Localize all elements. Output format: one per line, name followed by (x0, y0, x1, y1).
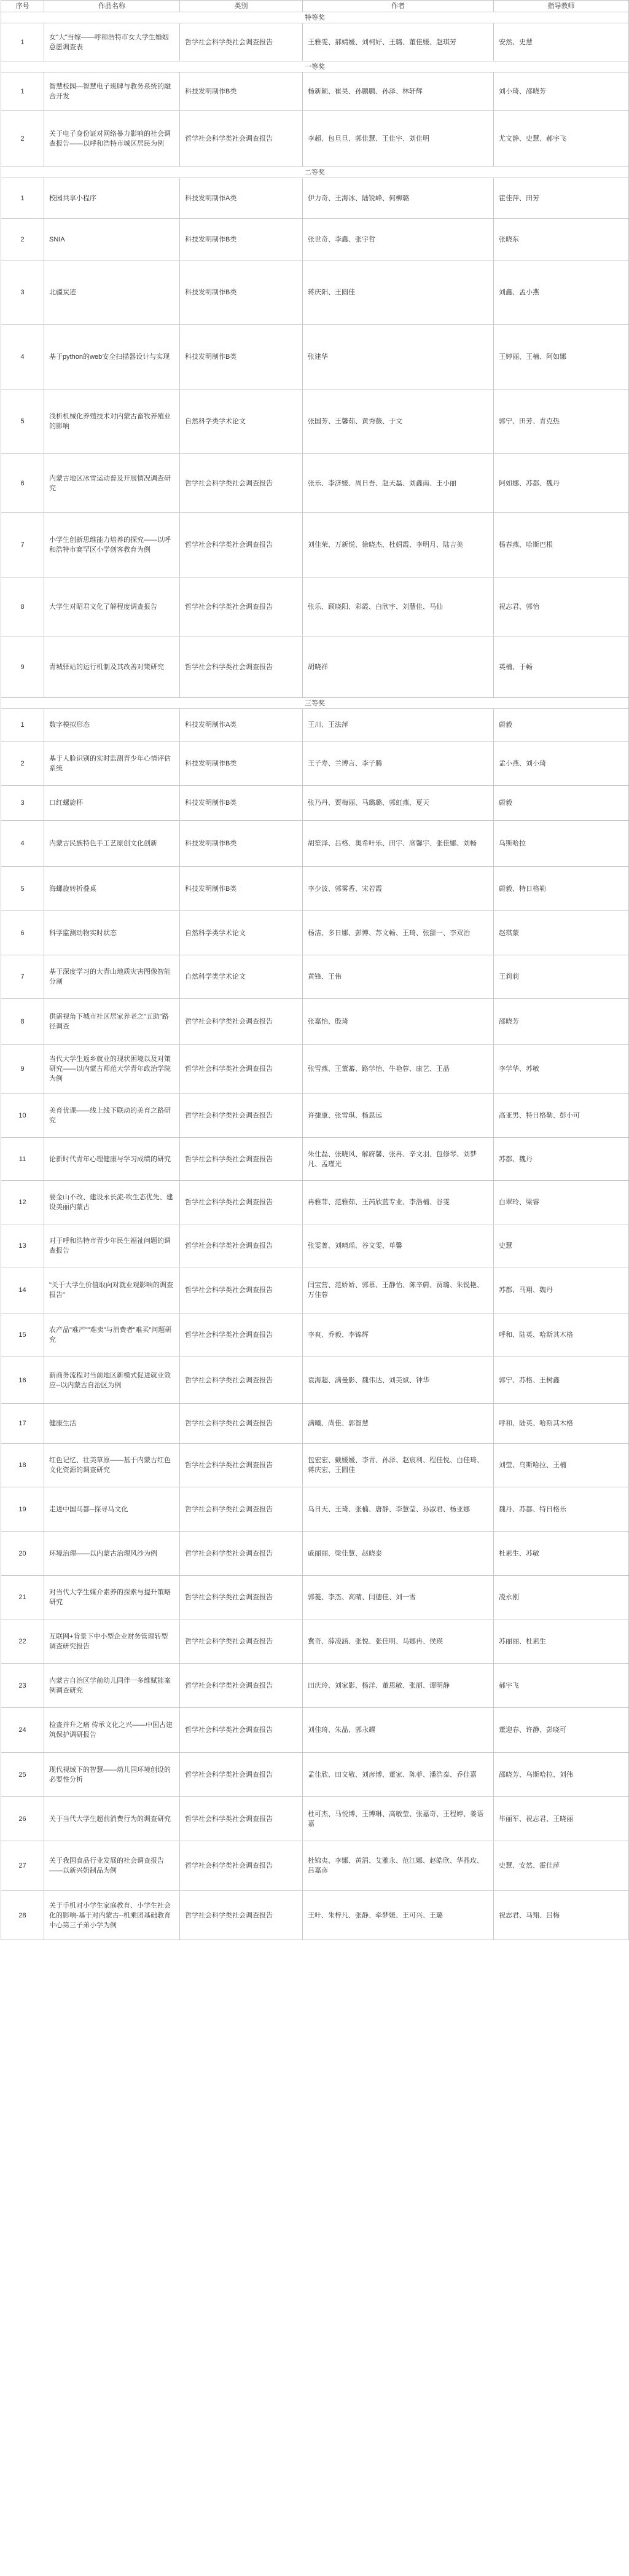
award-group-row (1, 12, 629, 23)
cell-no: 25 (1, 1753, 44, 1797)
cell-no: 1 (1, 23, 44, 61)
table-row (1, 1224, 629, 1267)
cell-no: 16 (1, 1357, 44, 1404)
cell-teachers: 郭宁、田芳、青克热 (494, 390, 629, 454)
cell-no: 21 (1, 1576, 44, 1619)
cell-no: 2 (1, 742, 44, 786)
cell-category: 哲学社会科学类社会调查报告 (180, 1708, 303, 1753)
cell-no: 23 (1, 1664, 44, 1708)
cell-teachers: 蔚毅 (494, 786, 629, 821)
cell-teachers: 王婷丽、王楠、阿如娜 (494, 325, 629, 390)
table-row (1, 1094, 629, 1138)
cell-authors: 杨洁、多日娜、彭博、苏文畅、王琦、张甜一、李双治 (303, 911, 494, 955)
table-row (1, 1444, 629, 1487)
cell-no: 22 (1, 1619, 44, 1664)
cell-teachers: 祝志君、马翔、吕梅 (494, 1891, 629, 1940)
cell-no: 20 (1, 1532, 44, 1576)
cell-authors: 张建华 (303, 325, 494, 390)
cell-category: 哲学社会科学类社会调查报告 (180, 1045, 303, 1094)
cell-teachers: 蔚毅、特日格勒 (494, 867, 629, 911)
award-group-title: 特等奖 (1, 12, 629, 23)
cell-teachers: 魏丹、苏都、特日格乐 (494, 1487, 629, 1532)
cell-title: 北疆炭迹 (44, 260, 180, 325)
cell-authors: 张雯菁、刘晴瑶、谷文雯、单馨 (303, 1224, 494, 1267)
cell-teachers: 苏丽丽、杜素生 (494, 1619, 629, 1664)
table-row (1, 72, 629, 111)
cell-category: 哲学社会科学类社会调查报告 (180, 1487, 303, 1532)
cell-category: 哲学社会科学类社会调查报告 (180, 999, 303, 1045)
cell-title: 基于人脸识别的实时监测青少年心情评估系统 (44, 742, 180, 786)
cell-category: 哲学社会科学类社会调查报告 (180, 1753, 303, 1797)
cell-teachers: 霍佳萍、田芳 (494, 178, 629, 219)
cell-authors: 王叶、朱梓凡、张静、牵梦媛、王可兴、王璐 (303, 1891, 494, 1940)
table-row (1, 454, 629, 513)
table-row (1, 1753, 629, 1797)
cell-authors: 伊力奇、王海冰、陆锐峰、何柳璐 (303, 178, 494, 219)
cell-authors: 闫宝营、范娇娇、郭慕、王静怡、陈辛蔚、贾璐、朱锐艳、万佳蓉 (303, 1267, 494, 1313)
cell-no: 10 (1, 1094, 44, 1138)
cell-title: 走进中国马都--探寻马文化 (44, 1487, 180, 1532)
cell-authors: 孟佳欣、田文敬、刘彦博、董家、陈菲、潘浩泰、乔佳嘉 (303, 1753, 494, 1797)
cell-authors: 满曦、尚佳、郭智慧 (303, 1404, 494, 1444)
cell-category: 哲学社会科学类社会调查报告 (180, 513, 303, 577)
cell-title: 当代大学生返乡就业的现状困境以及对策研究——以内蒙古师范大学青年政治学院为例 (44, 1045, 180, 1094)
cell-no: 5 (1, 867, 44, 911)
cell-category: 哲学社会科学类社会调查报告 (180, 1313, 303, 1357)
cell-category: 自然科学类学术论文 (180, 955, 303, 999)
cell-no: 13 (1, 1224, 44, 1267)
cell-authors: 杨新颖、崔昊、孙鹏鹏、孙泽、林轩辉 (303, 72, 494, 111)
award-group-title: 三等奖 (1, 698, 629, 709)
cell-teachers: 呼和、陆英、哈斯其木格 (494, 1313, 629, 1357)
cell-no: 8 (1, 999, 44, 1045)
cell-authors: 胡笙泽、吕格、奥希叶乐、田宇、席馨宇、张佳娜、刘畅 (303, 821, 494, 867)
cell-no: 9 (1, 1045, 44, 1094)
cell-teachers: 史慧 (494, 1224, 629, 1267)
awards-table (1, 0, 629, 1940)
cell-title: 内蒙古地区冰雪运动普及开展情况调查研究 (44, 454, 180, 513)
cell-no: 19 (1, 1487, 44, 1532)
cell-no: 4 (1, 325, 44, 390)
header-teachers: 指导教师 (494, 1, 629, 12)
cell-category: 科技发明制作B类 (180, 260, 303, 325)
table-row (1, 742, 629, 786)
award-group-row (1, 61, 629, 72)
header-row (1, 1, 629, 12)
table-row (1, 709, 629, 742)
header-title: 作品名称 (44, 1, 180, 12)
award-group-title: 二等奖 (1, 167, 629, 178)
table-row (1, 821, 629, 867)
cell-authors: 杜锦夷、李娜、黄涓、艾雅永、范江娜、赵皓欣、华晶玫、吕嘉彦 (303, 1841, 494, 1891)
cell-teachers: 苏都、马翔、魏丹 (494, 1267, 629, 1313)
cell-no: 9 (1, 636, 44, 698)
cell-authors: 张乐、顾晓阳、彩霞、白欣宇、刘慧佳、马仙 (303, 577, 494, 636)
cell-title: 检查并升之痛 传承文化之兴——中国古建筑保护调研报告 (44, 1708, 180, 1753)
cell-no: 5 (1, 390, 44, 454)
cell-category: 哲学社会科学类社会调查报告 (180, 1224, 303, 1267)
cell-category: 哲学社会科学类社会调查报告 (180, 1576, 303, 1619)
cell-title: 女"大"当嫁——呼和浩特市女大学生婚姻意愿调查表 (44, 23, 180, 61)
cell-teachers: 孟小燕、刘小琦 (494, 742, 629, 786)
cell-teachers: 阿如娜、苏都、魏丹 (494, 454, 629, 513)
cell-category: 哲学社会科学类社会调查报告 (180, 1891, 303, 1940)
table-row (1, 955, 629, 999)
cell-category: 科技发明制作B类 (180, 219, 303, 260)
cell-title: 海螺旋转折叠桌 (44, 867, 180, 911)
cell-teachers: 李学华、苏敏 (494, 1045, 629, 1094)
cell-authors: 王子寿、兰博言、李子腾 (303, 742, 494, 786)
cell-no: 28 (1, 1891, 44, 1940)
table-row (1, 911, 629, 955)
cell-teachers: 毕丽军、祝志君、王晓丽 (494, 1797, 629, 1841)
cell-no: 8 (1, 577, 44, 636)
table-row (1, 1532, 629, 1576)
cell-no: 3 (1, 260, 44, 325)
award-group-row (1, 167, 629, 178)
cell-no: 1 (1, 178, 44, 219)
table-row (1, 1313, 629, 1357)
cell-title: 关于我国食品行业发展的社会调查报告——以新兴奶制品为例 (44, 1841, 180, 1891)
cell-title: 对于呼和浩特市青少年民生福祉问题的调查报告 (44, 1224, 180, 1267)
cell-no: 7 (1, 513, 44, 577)
cell-teachers: 白翠玲、梁睿 (494, 1181, 629, 1224)
cell-authors: 王雅雯、郝婧媛、刘柯好、王璐、董佳媛、赵琪芳 (303, 23, 494, 61)
table-row (1, 178, 629, 219)
table-row (1, 111, 629, 167)
cell-teachers: 高亚男、特日格勒、彭小可 (494, 1094, 629, 1138)
award-group-title: 一等奖 (1, 61, 629, 72)
cell-teachers: 郭宁、苏格、王树鑫 (494, 1357, 629, 1404)
cell-no: 12 (1, 1181, 44, 1224)
cell-authors: 张嘉怡、殷琦 (303, 999, 494, 1045)
cell-no: 2 (1, 219, 44, 260)
cell-title: 现代视域下的智慧——幼儿园环境创设的必要性分析 (44, 1753, 180, 1797)
cell-authors: 郭菱、李杰、高晴、闫德佳、刘一雪 (303, 1576, 494, 1619)
cell-category: 哲学社会科学类社会调查报告 (180, 1404, 303, 1444)
cell-authors: 乌日天、王琦、张楠、唐静、李慧莹、孙淑君、杨亚娜 (303, 1487, 494, 1532)
cell-category: 哲学社会科学类社会调查报告 (180, 1138, 303, 1181)
cell-category: 科技发明制作B类 (180, 325, 303, 390)
table-row (1, 999, 629, 1045)
cell-teachers: 祝志君、郭怡 (494, 577, 629, 636)
awards-table-body (1, 1, 629, 1940)
cell-category: 科技发明制作B类 (180, 867, 303, 911)
table-row (1, 1619, 629, 1664)
cell-no: 2 (1, 111, 44, 167)
cell-category: 哲学社会科学类社会调查报告 (180, 1797, 303, 1841)
table-row (1, 1045, 629, 1094)
cell-category: 哲学社会科学类社会调查报告 (180, 1619, 303, 1664)
cell-no: 11 (1, 1138, 44, 1181)
cell-title: SNIA (44, 219, 180, 260)
cell-authors: 李少波、郭雾香、宋若霞 (303, 867, 494, 911)
cell-no: 7 (1, 955, 44, 999)
cell-teachers: 刘小琦、邵晓芳 (494, 72, 629, 111)
cell-authors: 朱仕磊、张晓风、解府馨、张冉、辛文羽、包修琴、刘梦凡、孟瑾光 (303, 1138, 494, 1181)
cell-teachers: 呼和、陆英、哈斯其木格 (494, 1404, 629, 1444)
cell-category: 哲学社会科学类社会调查报告 (180, 1357, 303, 1404)
cell-authors: 张乃丹、贾梅丽、马璐璐、郭虹燕、夏天 (303, 786, 494, 821)
cell-teachers: 安然、史慧 (494, 23, 629, 61)
cell-title: "关于大学生价值取向对就业观影响的调查报告" (44, 1267, 180, 1313)
cell-no: 15 (1, 1313, 44, 1357)
cell-title: 青城驿站的运行机制及其改善对策研究 (44, 636, 180, 698)
cell-category: 哲学社会科学类社会调查报告 (180, 636, 303, 698)
cell-authors: 黄锋、王伟 (303, 955, 494, 999)
table-row (1, 219, 629, 260)
cell-title: 对当代大学生媒介素养的探索与提升策略研究 (44, 1576, 180, 1619)
cell-authors: 袁海超、满曼影、魏伟达、刘美斌、钟华 (303, 1357, 494, 1404)
cell-no: 1 (1, 72, 44, 111)
cell-category: 哲学社会科学类社会调查报告 (180, 23, 303, 61)
cell-authors: 蒋庆阳、王圆佳 (303, 260, 494, 325)
cell-teachers: 蔚毅 (494, 709, 629, 742)
cell-title: 美育优课——线上线下联动的美育之路研究 (44, 1094, 180, 1138)
cell-title: 农产品"难产""难卖"与消费者"难买"问题研究 (44, 1313, 180, 1357)
table-row (1, 1487, 629, 1532)
cell-teachers: 邵晓芳、乌斯哈拉、刘伟 (494, 1753, 629, 1797)
header-category: 类别 (180, 1, 303, 12)
cell-teachers: 刘莹、乌斯哈拉、王楠 (494, 1444, 629, 1487)
cell-authors: 张世奇、李鑫、张宇哲 (303, 219, 494, 260)
cell-no: 18 (1, 1444, 44, 1487)
cell-title: 口红螺旋杯 (44, 786, 180, 821)
table-row (1, 1576, 629, 1619)
cell-category: 哲学社会科学类社会调查报告 (180, 1094, 303, 1138)
cell-title: 要金山不改、建设永长流-吹生态优先、建设美丽内蒙古 (44, 1181, 180, 1224)
cell-title: 基于深度学习的大青山地质灾害图像智能分割 (44, 955, 180, 999)
cell-no: 14 (1, 1267, 44, 1313)
table-row (1, 1181, 629, 1224)
cell-title: 红色记忆、壮美草原——基于内蒙古红色文化资源的调查研究 (44, 1444, 180, 1487)
awards-page (1, 0, 628, 1940)
table-row (1, 1664, 629, 1708)
header-no: 序号 (1, 1, 44, 12)
cell-title: 浅析机械化养殖技术对内蒙古畜牧养殖业的影响 (44, 390, 180, 454)
cell-category: 科技发明制作B类 (180, 742, 303, 786)
cell-teachers: 董迎春、许静、彭晓可 (494, 1708, 629, 1753)
table-row (1, 1357, 629, 1404)
cell-title: 健康生活 (44, 1404, 180, 1444)
cell-title: 数字模拟形态 (44, 709, 180, 742)
cell-category: 哲学社会科学类社会调查报告 (180, 1444, 303, 1487)
cell-title: 科学监测动物实时状态 (44, 911, 180, 955)
table-row (1, 1404, 629, 1444)
table-row (1, 390, 629, 454)
table-row (1, 1891, 629, 1940)
cell-no: 24 (1, 1708, 44, 1753)
cell-teachers: 史慧、安然、霍佳萍 (494, 1841, 629, 1891)
cell-teachers: 苏都、魏丹 (494, 1138, 629, 1181)
cell-category: 哲学社会科学类社会调查报告 (180, 1532, 303, 1576)
header-authors: 作者 (303, 1, 494, 12)
cell-no: 6 (1, 454, 44, 513)
cell-authors: 冉雅菲、范雅茹、王芮欣蓝专业、李浩楠、谷雯 (303, 1181, 494, 1224)
cell-title: 关于手机对小学生家庭教育、小学生社会化的影响-基于对内蒙古--机乘团基础教育中心第三子弟小学为例 (44, 1891, 180, 1940)
cell-category: 哲学社会科学类社会调查报告 (180, 111, 303, 167)
cell-title: 内蒙古民族特色手工艺原创文化创新 (44, 821, 180, 867)
cell-category: 科技发明制作B类 (180, 72, 303, 111)
cell-authors: 李爽、乔毅、李锦辉 (303, 1313, 494, 1357)
cell-title: 环境治理——以内蒙古治理风沙为例 (44, 1532, 180, 1576)
table-row (1, 260, 629, 325)
cell-category: 科技发明制作B类 (180, 786, 303, 821)
cell-teachers: 英楠、于畅 (494, 636, 629, 698)
table-row (1, 513, 629, 577)
table-row (1, 23, 629, 61)
cell-title: 论新时代青年心理健康与学习成绩的研究 (44, 1138, 180, 1181)
cell-category: 科技发明制作A类 (180, 709, 303, 742)
cell-authors: 刘佳琦、朱晶、郭永耀 (303, 1708, 494, 1753)
cell-title: 新商务流程对当前地区新模式促进就业效应--以内蒙古自治区为例 (44, 1357, 180, 1404)
cell-teachers: 刘鑫、孟小燕 (494, 260, 629, 325)
cell-no: 26 (1, 1797, 44, 1841)
cell-authors: 张乐、李济媛、周日吾、赵天磊、刘鑫南、王小丽 (303, 454, 494, 513)
cell-title: 基于python的web安全扫描器设计与实现 (44, 325, 180, 390)
cell-category: 哲学社会科学类社会调查报告 (180, 577, 303, 636)
table-row (1, 636, 629, 698)
cell-authors: 王川、王法萍 (303, 709, 494, 742)
cell-authors: 张国芳、王馨茹、黄秀薇、于文 (303, 390, 494, 454)
cell-teachers: 尤文静、史慧、郝宇飞 (494, 111, 629, 167)
cell-authors: 田庆玲、刘家影、杨洋、董思敏、张丽、谭明静 (303, 1664, 494, 1708)
cell-category: 哲学社会科学类社会调查报告 (180, 1664, 303, 1708)
cell-authors: 包宏宏、戴媛媛、李青、孙泽、赵宸利、程佳悦、白佳琦、蒋庆宏、王圆佳 (303, 1444, 494, 1487)
cell-no: 6 (1, 911, 44, 955)
cell-authors: 杜可杰、马悦博、王博琳、高敏莹、张嘉奇、王程婷、姜语嘉 (303, 1797, 494, 1841)
cell-title: 关于当代大学生超前消费行为的调查研究 (44, 1797, 180, 1841)
table-row (1, 867, 629, 911)
cell-title: 互联网+背景下中小型企业财务管理转型调查研究报告 (44, 1619, 180, 1664)
cell-teachers: 郝宇飞 (494, 1664, 629, 1708)
cell-authors: 李超、包旦旦、郭佳慧、王佳宇、刘佳明 (303, 111, 494, 167)
cell-teachers: 张晓东 (494, 219, 629, 260)
cell-title: 内蒙古自治区学前幼儿同伴一多维赋能案例调查研究 (44, 1664, 180, 1708)
cell-teachers: 王莉莉 (494, 955, 629, 999)
cell-category: 科技发明制作A类 (180, 178, 303, 219)
cell-category: 哲学社会科学类社会调查报告 (180, 1841, 303, 1891)
cell-teachers: 凌永刚 (494, 1576, 629, 1619)
cell-category: 哲学社会科学类社会调查报告 (180, 1267, 303, 1313)
cell-no: 27 (1, 1841, 44, 1891)
cell-teachers: 杨春燕、哈斯巴根 (494, 513, 629, 577)
cell-title: 小学生创新思维能力培养的探究——以呼和浩特市赛罕区小学创客教育为例 (44, 513, 180, 577)
cell-category: 哲学社会科学类社会调查报告 (180, 1181, 303, 1224)
table-row (1, 1708, 629, 1753)
cell-authors: 许捷康、张雪琪、杨思远 (303, 1094, 494, 1138)
cell-authors: 戚丽丽、梁佳慧、赵晓泰 (303, 1532, 494, 1576)
table-row (1, 1797, 629, 1841)
table-row (1, 325, 629, 390)
cell-authors: 冀奇、薛凌涵、张悦、张佳明、马娜冉、侯瑛 (303, 1619, 494, 1664)
cell-title: 关于电子身份证对网络暴力影响的社会调查报告——以呼和浩特市城区居民为例 (44, 111, 180, 167)
table-row (1, 786, 629, 821)
cell-no: 17 (1, 1404, 44, 1444)
table-row (1, 1138, 629, 1181)
cell-title: 大学生对昭君文化了解程度调查报告 (44, 577, 180, 636)
cell-no: 3 (1, 786, 44, 821)
cell-authors: 刘佳荣、万新悦、徐晓杰、杜娟霞、李明月、陆吉美 (303, 513, 494, 577)
cell-category: 自然科学类学术论文 (180, 390, 303, 454)
cell-no: 1 (1, 709, 44, 742)
cell-title: 智慧校园—智慧电子班牌与教务系统的融合开发 (44, 72, 180, 111)
cell-title: 校园共享小程序 (44, 178, 180, 219)
table-row (1, 1267, 629, 1313)
cell-teachers: 赵琪蒙 (494, 911, 629, 955)
table-row (1, 577, 629, 636)
award-group-row (1, 698, 629, 709)
cell-teachers: 杜素生、苏敏 (494, 1532, 629, 1576)
cell-title: 供需视角下城市社区居家养老之"五助"路径调查 (44, 999, 180, 1045)
table-row (1, 1841, 629, 1891)
cell-authors: 张雪燕、王董蕃、路学怡、牛艳蓉、康艺、王晶 (303, 1045, 494, 1094)
cell-category: 科技发明制作B类 (180, 821, 303, 867)
cell-teachers: 邵晓芳 (494, 999, 629, 1045)
cell-authors: 胡晓祥 (303, 636, 494, 698)
cell-teachers: 乌斯哈拉 (494, 821, 629, 867)
cell-no: 4 (1, 821, 44, 867)
cell-category: 自然科学类学术论文 (180, 911, 303, 955)
cell-category: 哲学社会科学类社会调查报告 (180, 454, 303, 513)
